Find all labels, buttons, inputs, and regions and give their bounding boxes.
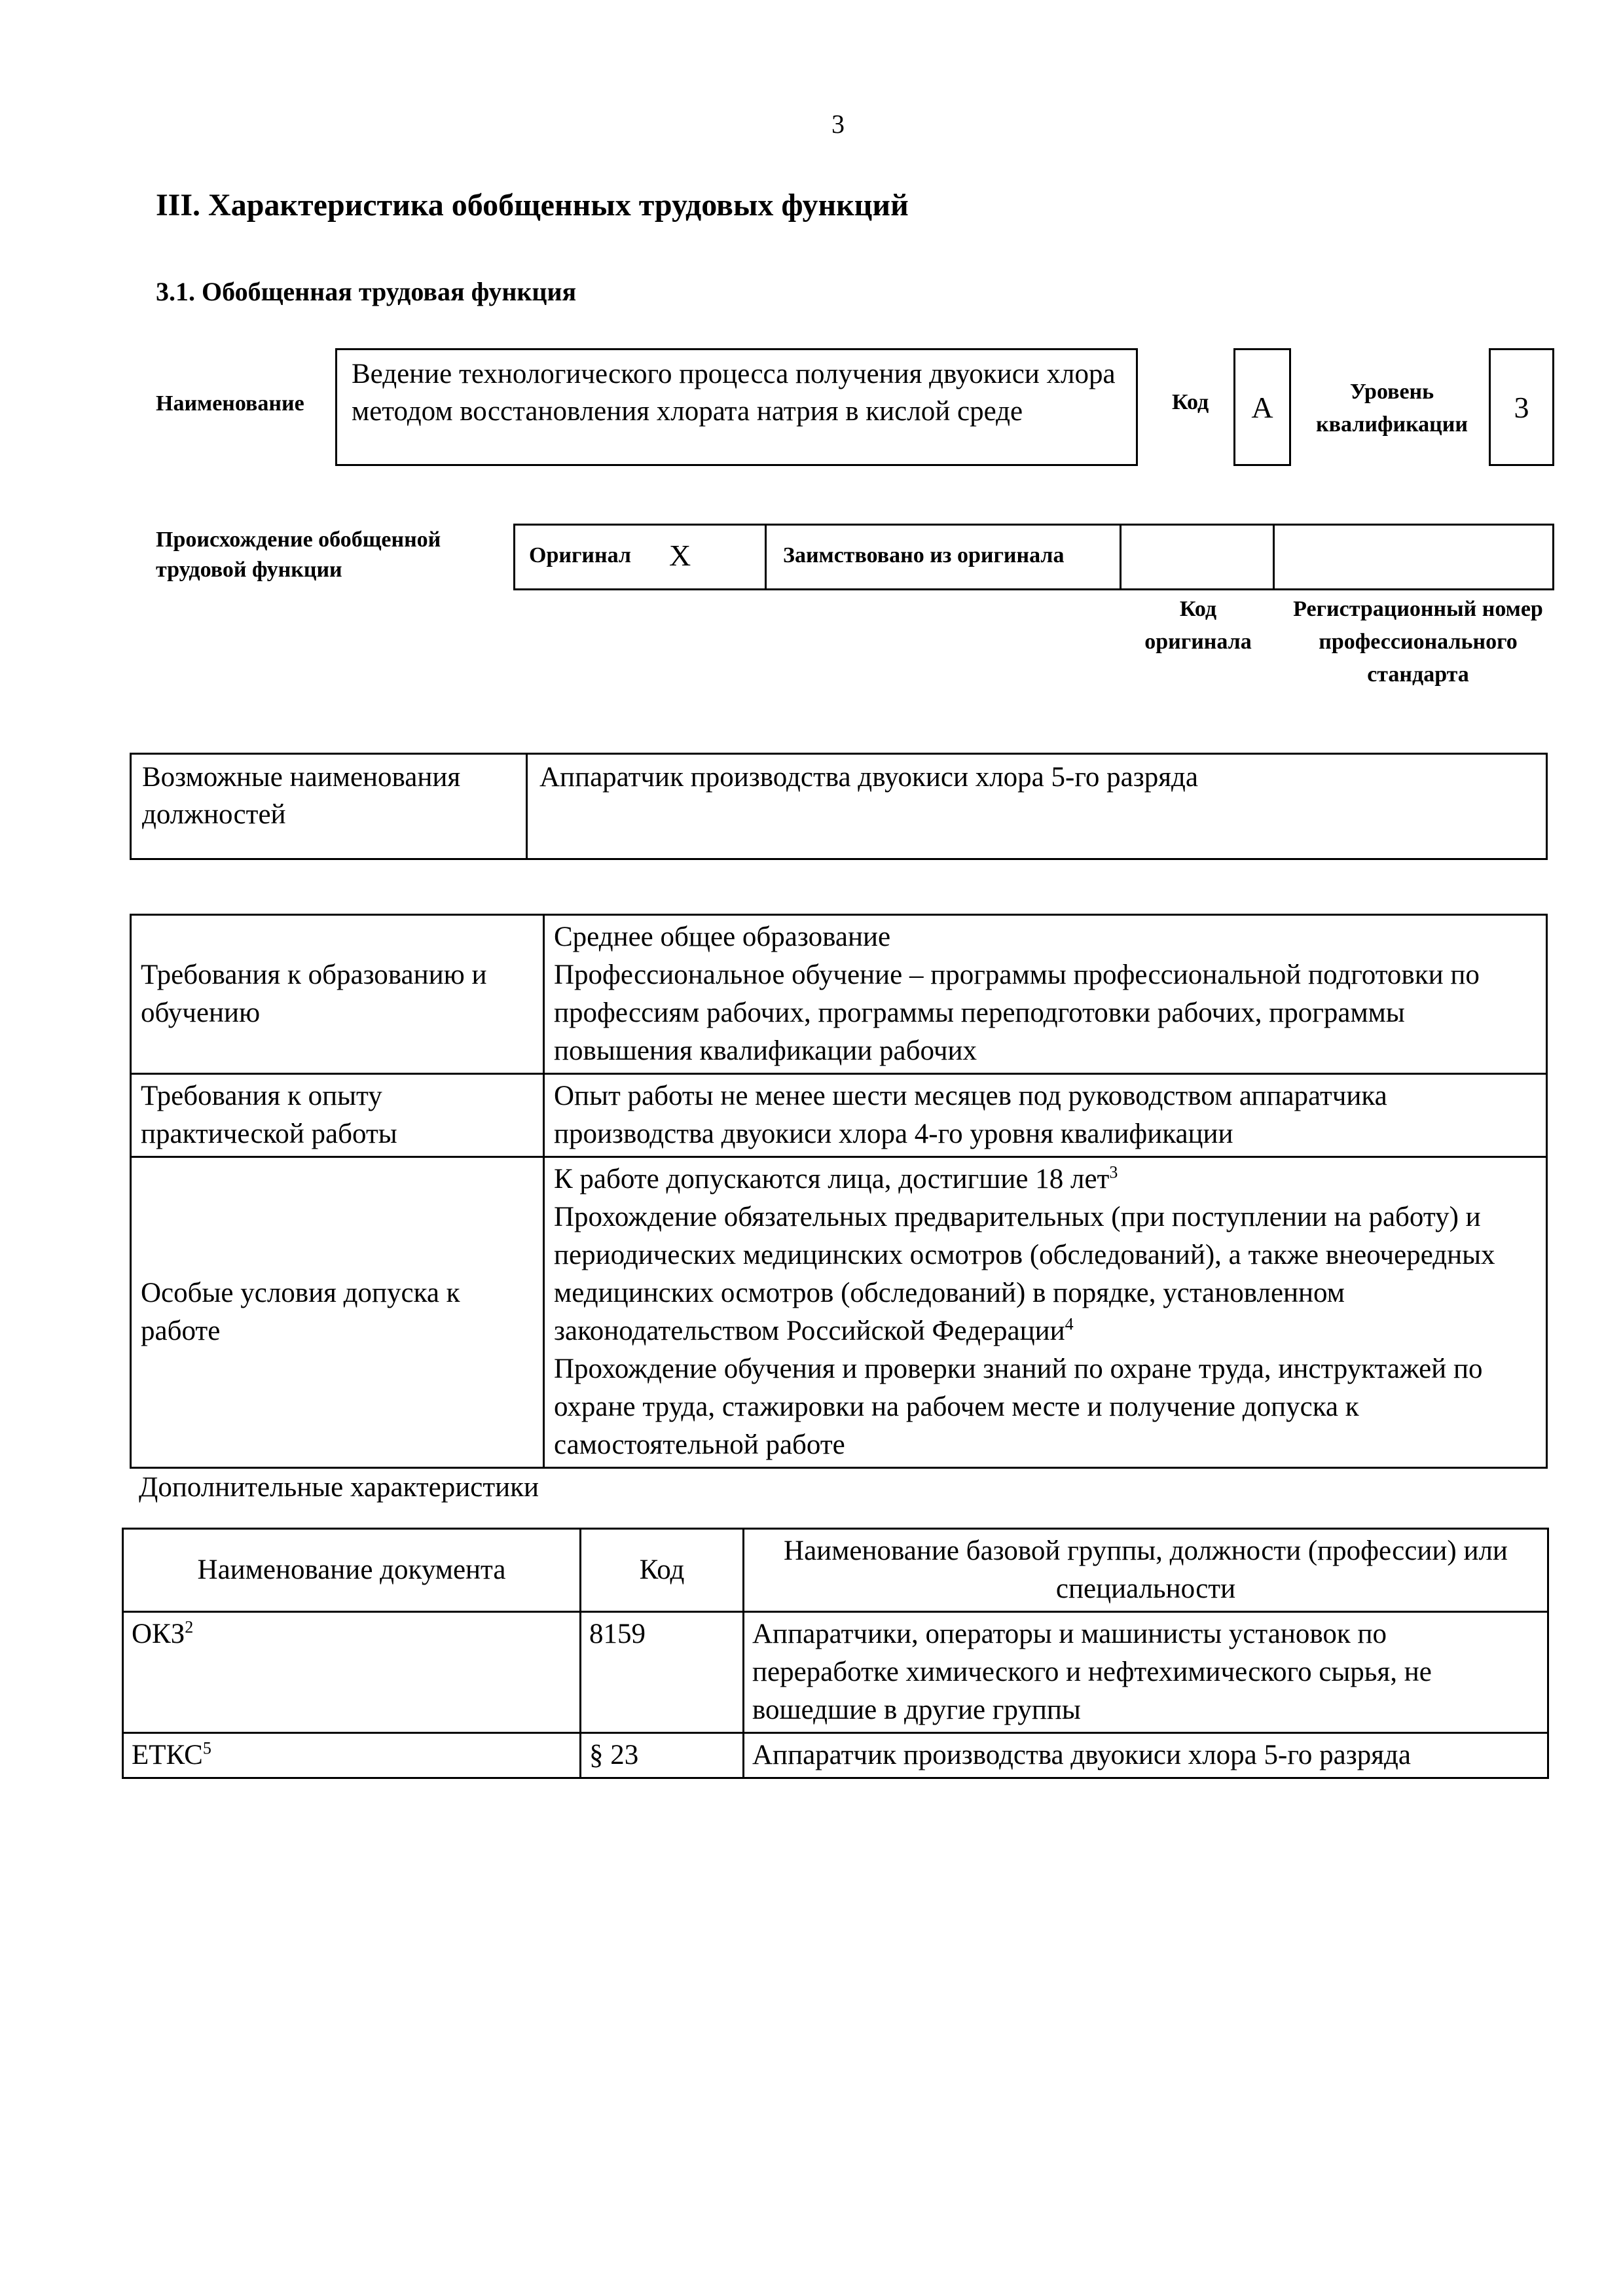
- name-label: Наименование: [156, 391, 304, 416]
- origin-divider: [1120, 524, 1122, 590]
- education-line: Среднее общее образование: [554, 922, 891, 952]
- additional-table: [122, 1528, 1549, 1779]
- footnote-ref: 2: [185, 1617, 194, 1637]
- education-label: Требования к образованию и обучению: [131, 915, 544, 1074]
- doc-name: ОКЗ: [132, 1619, 185, 1649]
- table-row: [123, 1733, 1548, 1778]
- group-cell: Аппаратчики, операторы и машинисты установок по переработке химического и нефтехимического сырья, не вошедшие в другие группы: [744, 1612, 1548, 1733]
- code-cell: § 23: [581, 1733, 744, 1778]
- header-group: Наименование базовой группы, должности (профессии) или специальности: [744, 1529, 1548, 1612]
- additional-header-row: [123, 1529, 1548, 1612]
- positions-label: Возможные наименования должностей: [131, 754, 527, 859]
- special-label: Особые условия допуска к работе: [131, 1157, 544, 1468]
- function-name-value: Ведение технологического процесса получения двуокиси хлора методом восстановления хлората натрия в кислой среде: [352, 359, 1116, 427]
- level-box: [1489, 348, 1554, 466]
- original-label: Оригинал: [529, 543, 631, 567]
- additional-title: Дополнительные характеристики: [139, 1472, 539, 1503]
- special-line: [554, 1160, 1537, 1198]
- origin-label: Происхождение обобщенной трудовой функции: [156, 528, 441, 582]
- level-value: 3: [1514, 390, 1529, 424]
- code-value: А: [1251, 390, 1273, 424]
- code-original-caption: Код оригинала: [1144, 597, 1252, 654]
- special-line: Прохождение обучения и проверки знаний по охране труда, инструктажей по охране труда, стажировки на рабочем месте и получение допуска к самостоятельной работе: [554, 1354, 1483, 1460]
- special-value: [544, 1157, 1547, 1468]
- special-line-text: К работе допускаются лица, достигшие 18 лет: [554, 1164, 1110, 1194]
- section-title: III. Характеристика обобщенных трудовых функций: [156, 188, 909, 223]
- experience-label: Требования к опыту практической работы: [131, 1074, 544, 1157]
- group-cell: Аппаратчик производства двуокиси хлора 5-го разряда: [744, 1733, 1548, 1778]
- table-row: [123, 1612, 1548, 1733]
- special-line: [554, 1198, 1537, 1350]
- header-document: Наименование документа: [123, 1529, 581, 1612]
- education-row: [131, 915, 1547, 1074]
- positions-table: [130, 753, 1548, 860]
- original-mark: X: [669, 539, 691, 572]
- footnote-ref: 4: [1065, 1314, 1074, 1334]
- footnote-ref: 5: [202, 1738, 211, 1758]
- doc-name: ЕТКС: [132, 1740, 203, 1770]
- code-label: Код: [1172, 390, 1209, 414]
- origin-divider: [765, 524, 767, 590]
- experience-row: [131, 1074, 1547, 1157]
- requirements-table: [130, 914, 1548, 1469]
- code-box: [1233, 348, 1291, 466]
- page-number: 3: [831, 109, 845, 139]
- special-line-text: Прохождение обязательных предварительных (при поступлении на работу) и периодических медицинских осмотров (обследований), а также внеочередных медицинских осмотров (обследований) в порядке, установленном законодательством Российской Федерации: [554, 1202, 1495, 1346]
- footnote-ref: 3: [1109, 1162, 1118, 1182]
- education-line: Профессиональное обучение – программы профессиональной подготовки по профессиям рабочих, программы переподготовки рабочих, программы повышения квалификации рабочих: [554, 960, 1480, 1066]
- positions-value: Аппаратчик производства двуокиси хлора 5-го разряда: [527, 754, 1547, 859]
- function-name-box: [335, 348, 1138, 466]
- level-label: Уровень квалификации: [1316, 380, 1468, 437]
- origin-divider: [1273, 524, 1275, 590]
- doc-cell: [123, 1612, 581, 1733]
- subsection-title: 3.1. Обобщенная трудовая функция: [156, 277, 577, 306]
- experience-value: Опыт работы не менее шести месяцев под руководством аппаратчика производства двуокиси хлора 4-го уровня квалификации: [544, 1074, 1547, 1157]
- doc-cell: [123, 1733, 581, 1778]
- code-cell: 8159: [581, 1612, 744, 1733]
- special-row: [131, 1157, 1547, 1468]
- header-code: Код: [581, 1529, 744, 1612]
- reg-number-caption: Регистрационный номер профессионального стандарта: [1293, 597, 1543, 687]
- borrowed-label: Заимствовано из оригинала: [783, 543, 1065, 567]
- education-value: [544, 915, 1547, 1074]
